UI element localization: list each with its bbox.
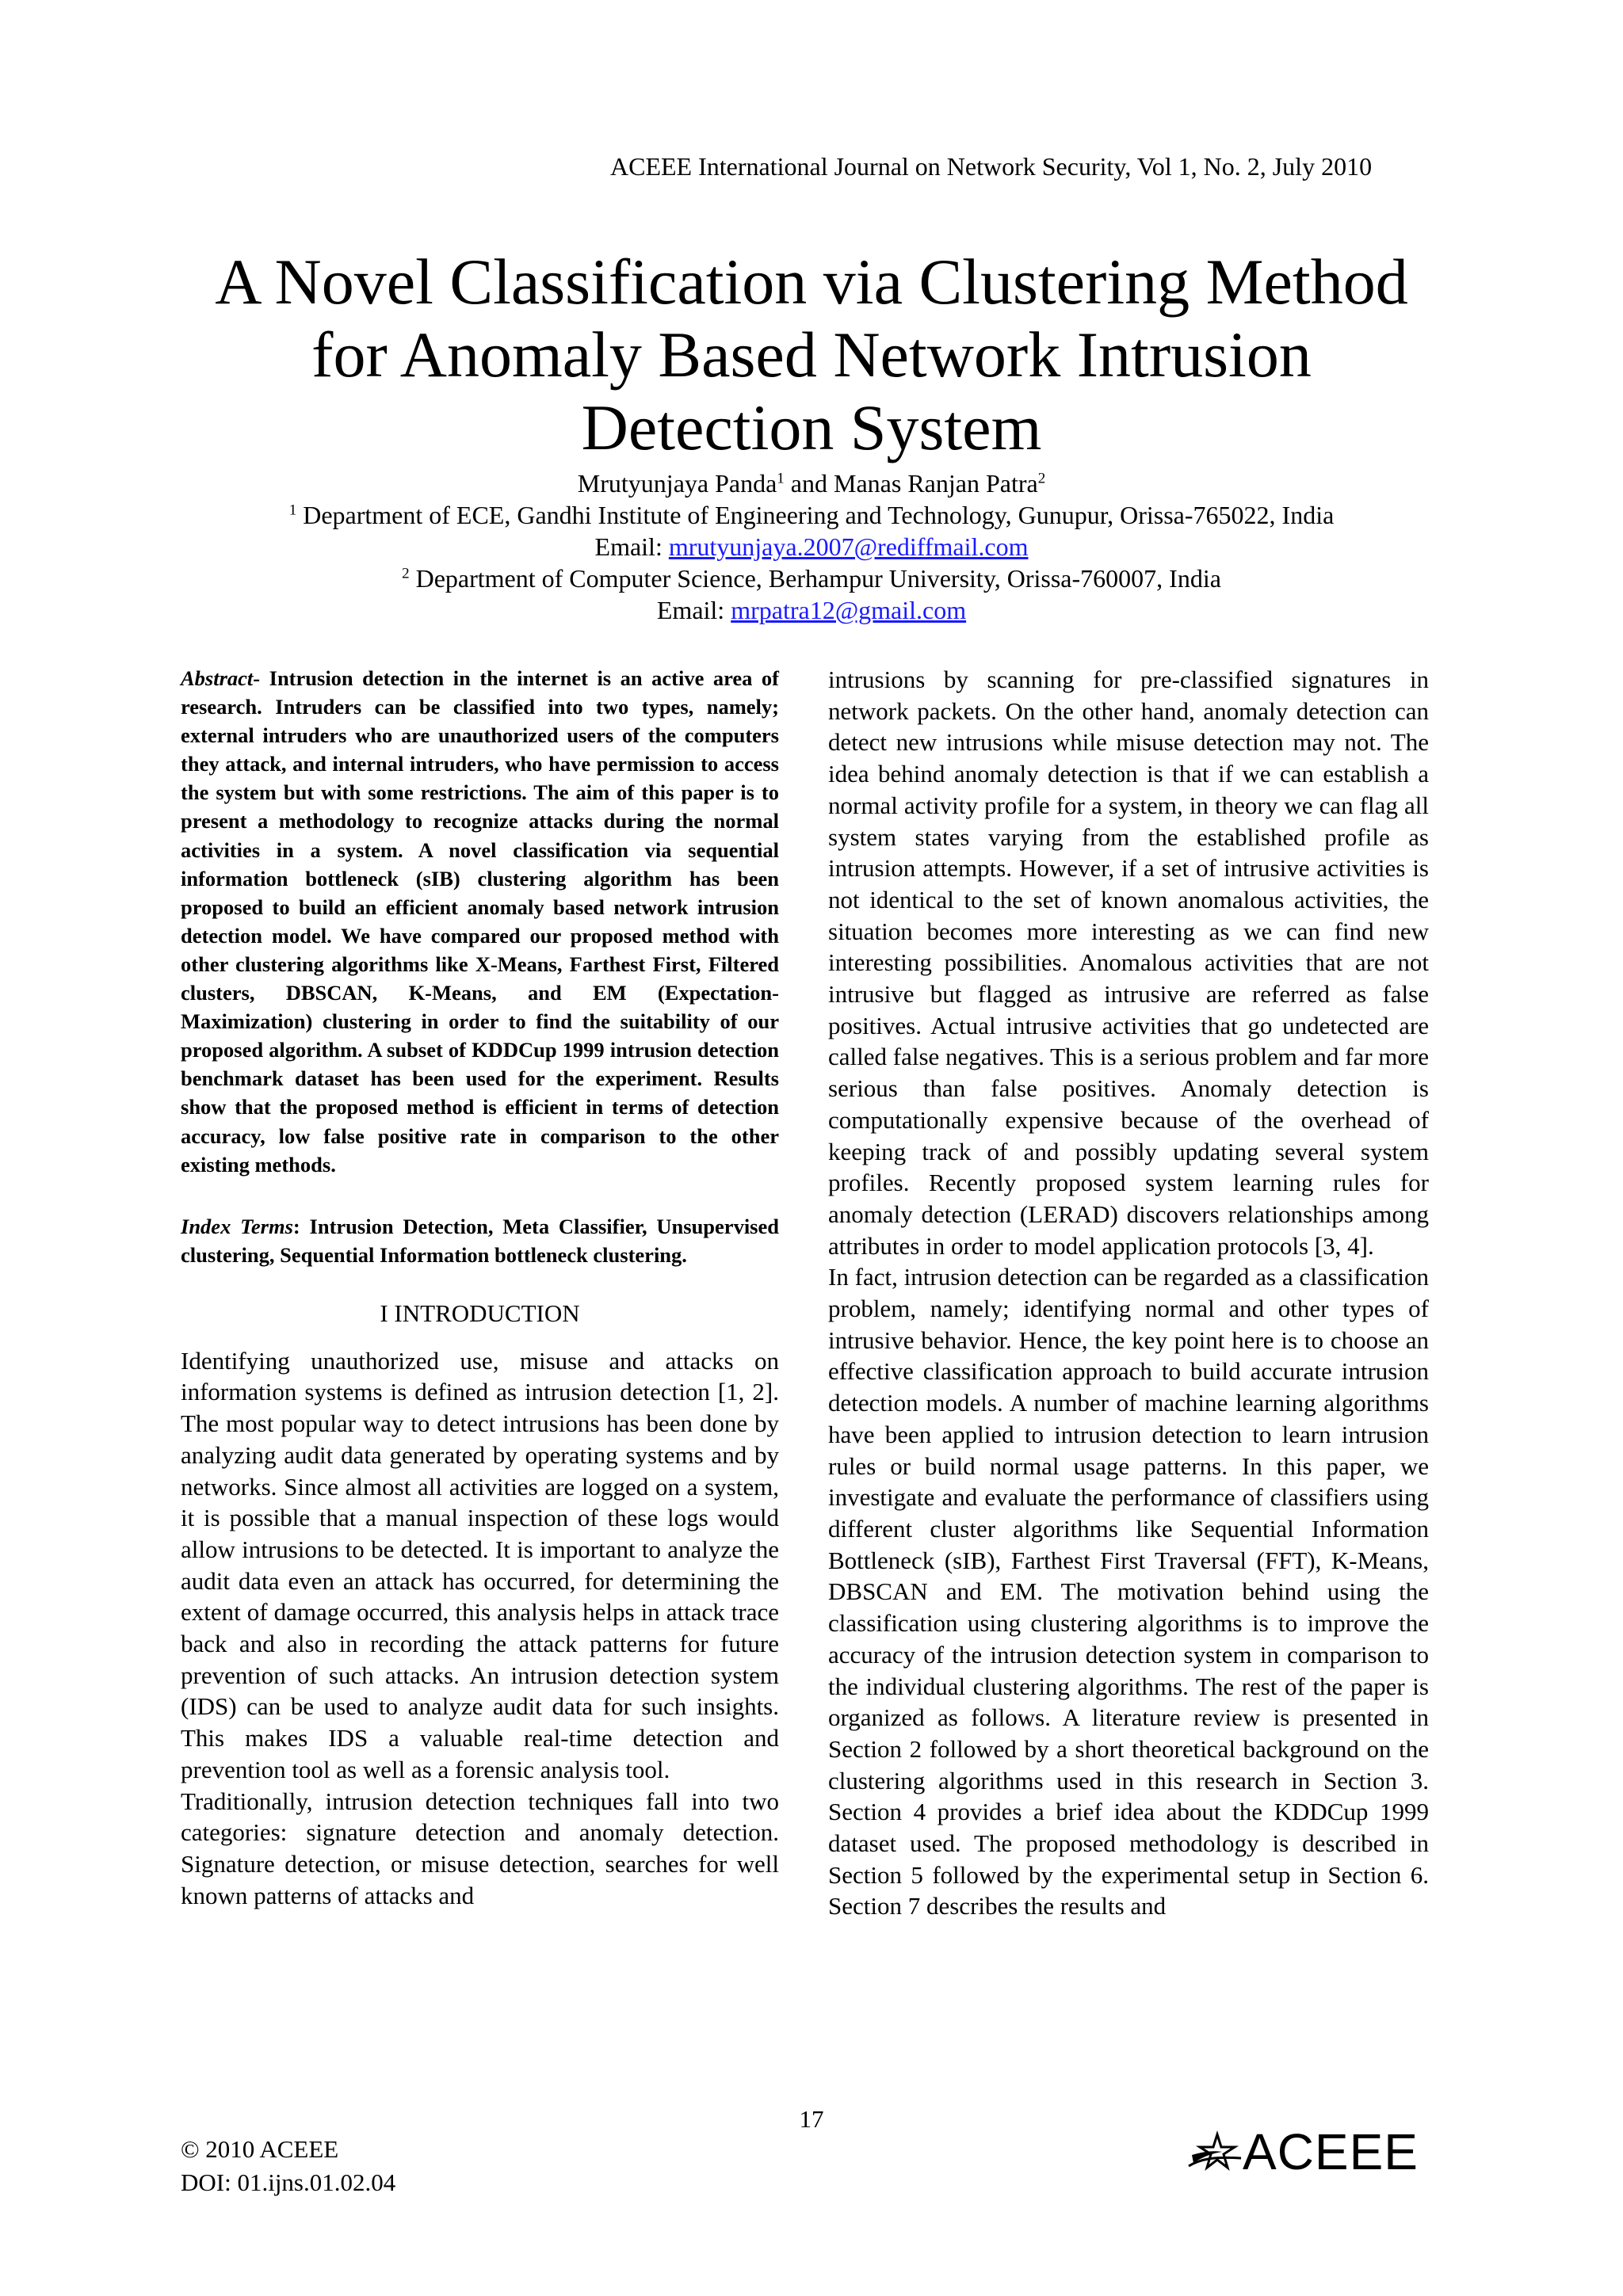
author-block bbox=[158, 467, 1465, 626]
title-line-1: A Novel Classification via Clustering Method bbox=[215, 246, 1408, 318]
footer-info bbox=[181, 2133, 395, 2199]
section-heading-introduction: I INTRODUCTION bbox=[380, 1299, 580, 1327]
affiliation-2 bbox=[158, 563, 1465, 594]
title-line-3: Detection System bbox=[581, 391, 1042, 463]
abstract-text: - Intrusion detection in the internet is an active area of research. Intruders can be classified into two types, namely; external intruders who are unauthorized users of the computers they attack, and internal intruders, who have permission to access the system but with some restrictions. The aim of this paper is to present a methodology to recognize attacks during the normal activities in a system. A novel classification via sequential information bottleneck (sIB) clustering algorithm has been proposed to build an efficient anomaly based network intrusion detection model. We have compared our proposed method with other clustering algorithms like X-Means, Farthest First, Filtered clusters, DBSCAN, K-Means, and EM (Expectation-Maximization) clustering in order to find the suitability of our proposed algorithm. A subset of KDDCup 1999 intrusion detection benchmark dataset has been used for the experiment. Results show that the proposed method is efficient in terms of detection accuracy, low false positive rate in comparison to the other existing methods. bbox=[181, 666, 779, 1177]
affiliation-1-superscript: 1 bbox=[288, 502, 297, 519]
intro-paragraph-1: Identifying unauthorized use, misuse and attacks on information systems is defined as intrusion detection [1, 2]. The most popular way to detect intrusions has been done by analyzing audit data generated by operating systems and by networks. Since almost all activities are logged on a system, it is possible that a manual inspection of these logs would allow intrusions to be detected. It is important to analyze the audit data even an attack has occurred, for determining the extent of damage occurred, this analysis helps in attack trace back and also in recording the attack patterns for future prevention of such attacks. An intrusion detection system (IDS) can be used to analyze audit data for such insights. This makes IDS a valuable real-time detection and prevention tool as well as a forensic analysis tool. bbox=[181, 1346, 779, 1783]
email-2-link[interactable]: mrpatra12@gmail.com bbox=[731, 596, 967, 624]
running-header: ACEEE International Journal on Network Security, Vol 1, No. 2, July 2010 bbox=[610, 152, 1373, 181]
intro-paragraph-3: intrusions by scanning for pre-classified signatures in network packets. On the other hand, anomaly detection can detect new intrusions while misuse detection may not. The idea behind anomaly detection is that if we can establish a normal activity profile for a system, in theory we can flag all system states varying from the established profile as intrusion attempts. However, if a set of intrusive activities is not identical to the set of known anomalous activities, the situation becomes more interesting as we can find new interesting possibilities. Anomalous activities that are not intrusive but flagged as intrusive are referred as false positives. Actual intrusive activities that go undetected are called false negatives. This is a serious problem and far more serious than false positives. Anomaly detection is computationally expensive because of the overhead of keeping track of and possibly updating several system profiles. Recently proposed system learning rules for anomaly detection (LERAD) discovers relationships among attributes in order to model application protocols [3, 4]. bbox=[828, 666, 1429, 1260]
right-column bbox=[828, 664, 1429, 1922]
affiliation-1-text: Department of ECE, Gandhi Institute of Engineering and Technology, Gunupur, Orissa-765022, India bbox=[296, 501, 1335, 529]
left-column bbox=[181, 664, 779, 1911]
index-terms bbox=[181, 1212, 779, 1269]
author-1-superscript: 1 bbox=[777, 470, 785, 487]
index-terms-text: : Intrusion Detection, Meta Classifier, Unsupervised clustering, Sequential Information bottleneck clustering. bbox=[181, 1214, 779, 1267]
index-terms-label: Index Terms bbox=[181, 1214, 293, 1238]
logo-wordmark: ACEEE bbox=[1243, 2123, 1419, 2180]
email-1-label: Email: bbox=[594, 532, 669, 561]
paper-title bbox=[158, 246, 1465, 464]
intro-paragraph-4: In fact, intrusion detection can be regarded as a classification problem, namely; identifying normal and other types of intrusive behavior. Hence, the key point here is to choose an effective classification approach to build accurate intrusion detection models. A number of machine learning algorithms have been applied to intrusion detection to learn intrusion rules or build normal usage patterns. In this paper, we investigate and evaluate the performance of classifiers using different cluster algorithms like Sequential Information Bottleneck (sIB), Farthest First Traversal (FFT), K-Means, DBSCAN and EM. The motivation behind using the classification using clustering algorithms is to improve the accuracy of the intrusion detection system in comparison to the individual clustering algorithms. The rest of the paper is organized as follows. A literature review is presented in Section 2 followed by a short theoretical background on the clustering algorithms used in this research in Section 3. Section 4 provides a brief idea about the KDDCup 1999 dataset used. The proposed methodology is described in Section 5 followed by the experimental setup in Section 6. Section 7 describes the results and bbox=[828, 1263, 1429, 1920]
author-1-name: Mrutyunjaya Panda bbox=[577, 469, 777, 498]
abstract bbox=[181, 664, 779, 1179]
email-2-line bbox=[158, 594, 1465, 626]
author-2-superscript: 2 bbox=[1037, 470, 1046, 487]
aceee-logo bbox=[1186, 2120, 1439, 2183]
intro-paragraph-2: Traditionally, intrusion detection techniques fall into two categories: signature detection and anomaly detection. Signature detection, or misuse detection, searches for well known patterns of attacks and bbox=[181, 1787, 779, 1909]
author-2-name: Manas Ranjan Patra bbox=[834, 469, 1038, 498]
email-1-link[interactable]: mrutyunjaya.2007@rediffmail.com bbox=[668, 532, 1029, 561]
doi: DOI: 01.ijns.01.02.04 bbox=[181, 2168, 396, 2196]
email-2-label: Email: bbox=[656, 596, 731, 624]
title-line-2: for Anomaly Based Network Intrusion bbox=[311, 318, 1312, 391]
author-connector: and bbox=[784, 469, 834, 498]
author-line bbox=[158, 467, 1465, 499]
copyright: © 2010 ACEEE bbox=[181, 2135, 339, 2163]
affiliation-2-superscript: 2 bbox=[402, 565, 410, 582]
page-number: 17 bbox=[799, 2105, 824, 2133]
star-swoosh-icon bbox=[1186, 2120, 1244, 2183]
email-1-line bbox=[158, 531, 1465, 563]
abstract-label: Abstract bbox=[181, 666, 254, 690]
affiliation-2-text: Department of Computer Science, Berhampur University, Orissa-760007, India bbox=[409, 564, 1221, 593]
affiliation-1 bbox=[158, 499, 1465, 531]
